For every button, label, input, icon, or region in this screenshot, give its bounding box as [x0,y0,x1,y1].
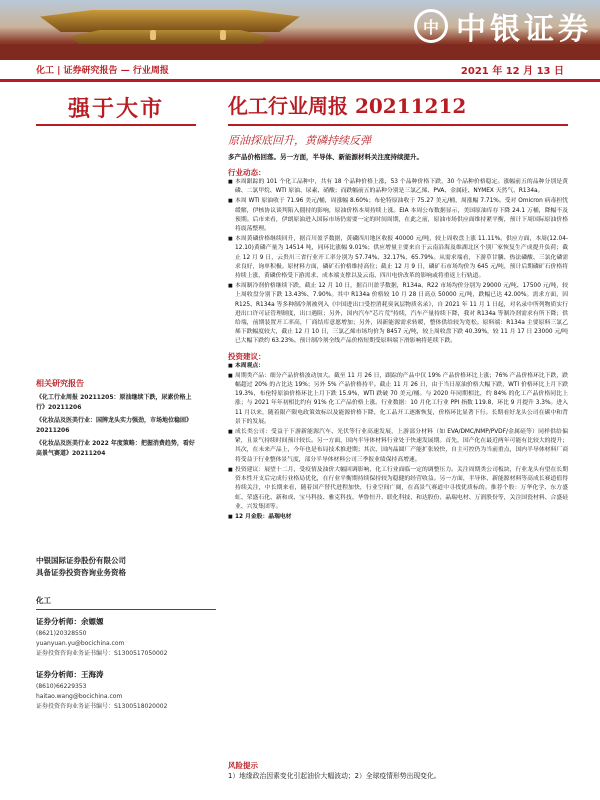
header-banner [0,0,600,60]
company-name: 中银国际证券股份有限公司 [36,556,126,565]
highlights-body [228,178,568,347]
analyst-phone: (8610)66229353 [36,683,87,690]
analyst-card [36,616,216,659]
left-column [36,90,196,126]
company-qualification: 具备证券投资咨询业务资格 [36,568,126,577]
analyst-phone: (8621)20328550 [36,630,87,637]
analyst-cert: 证券投资咨询业务证书编号：S1300517050002 [36,650,168,657]
report-title: 化工行业周报 20211212 [228,90,568,126]
advice-heading: 投资建议： [228,351,266,361]
risk-text: 1）地缘政治因素变化引起油价大幅波动；2）全球疫情形势出现变化。 [228,772,441,780]
category-bar [0,60,600,82]
risk-heading: 风险提示 [228,761,258,770]
brand-logo [414,4,592,48]
report-date: 2021 年 12 月 13 日 [460,66,564,77]
advice-body [228,362,568,522]
lantern-icon [150,30,156,40]
bank-logo-icon: 中 [414,9,448,43]
related-report-item[interactable]: 《化妆品及医美行业：国牌龙头实力强劲，市场地位稳固》20211206 [36,417,193,434]
brand-name: 中银证券 [456,12,592,47]
main-content [228,90,568,523]
highlights-heading: 行业动态： [228,168,266,177]
related-report-item[interactable]: 《化妆品及医美行业 2022 年度策略：把握消费趋势，看好高景气赛道》20211204 [36,440,195,457]
analyst-email[interactable]: yuanyuan.yu@bocichina.com [36,640,125,647]
stock-pick: ■ 12 月金股：晶瑞电材 [228,513,568,522]
report-summary: 多产品价格回落。另一方面，半导体、新能源材料关注度持续提升。 [228,153,423,161]
analyst-cert: 证券投资咨询业务证书编号：S1300518020002 [36,703,168,710]
analyst-sector: 化工 [36,595,216,610]
related-report-item[interactable]: 《化工行业周报 20211205：原油继续下跌，尿素价格上行》20211206 [36,394,192,411]
rating-badge: 强于大市 [36,90,196,126]
highlight-paragraph: ■ 本周黄磷价格继续回升，据百川盈孚数据，黄磷四川地区收报 40000 元/吨，较上周收盘上涨 11.11%。供应方面，本周(12.04-12.10)黄磷产量为 14514 吨，同环比涨幅 9.01%；供应增量主要来自于云南沿海及维湖北区个别厂家恢复生产成提升负荷；截止 12 月 9 日，云贵川三省行业开工率分别为 57.74%、32.17%、65.79%。从需求端看，下游草甘膦、热法磷酸、三氯化磷需求良好，询单积极。原材料方面，磷矿石价格维持高位；截止 12 月 9 日，磷矿石市场均价为 645 元/吨，预计后期磷矿石价格将持续上涨，黄磷价格受下游需求、成本端支撑以及云南、四川电价改革的影响或将重返上行轨道。 [228,235,568,281]
analyst-email[interactable]: haitao.wang@bocichina.com [36,693,123,700]
report-subtitle: 原油探底回升，黄磷持续反弹 [228,134,371,147]
risk-section [228,760,568,782]
advice-paragraph: ■ 投资建议：展望十二月，受疫情及油价大幅回调影响，化工行业面临一定的调整压力。关注周期类公司板块，行业龙头有望在长期资本性开支后完成行业格局优化，在行业平衡期持续保持较为稳健的经营收益。另一方面，半导体、新能源材料等高成长赛道值得持续关注，中长期来看，随着国产替代进程加快，行业空间广阔，在高景气赛道中寻找优质标的。推荐个股：万华化学、东方盛虹、荣盛石化、新和成、宝马科技、雅克科技、华鲁恒升、联化科技、和达股份、晶瑞电材、万润股份等，关注国瓷材料、合盛硅业、兴发集团等。 [228,466,568,512]
lantern-icon [220,30,226,40]
related-reports [36,378,196,462]
analyst-name: 证券分析师：王海涛 [36,670,104,679]
highlight-paragraph: ■ 本周制冷剂价格继续下跌，截止 12 月 10 日，据百川盈孚数据，R134a、R22 市场均价分别为 29000 元/吨、17500 元/吨，较上周收盘分别下跌 13.43%、7.90%。其中 R134a 价格较 10 月 28 日高点 50000 元/吨，跌幅已达 42.00%。需求方面，因 R125、R134a 等多种制冷剂被列入《中国进出口受控消耗臭氧层物质名录》，自 2021 年 11 月 1 日起，对名录中所列物质实行进出口许可证管理制度，出口遇阻；另外，国内汽车"芯片荒"持续，汽车产量持续下降，我对 R134a 等制冷剂需求有所下降；供给端，前期装置开工率高，厂商结库意愿增加；另外，因新能源需求转暖，整体供给较为宽松。原料端：R134a 主要原料三氯乙烯下跌幅度较大，截止 12 月 10 日，三氯乙烯市场均价为 8457 元/吨，较上周收盘下跌 40.39%，较 11 月 17 日 23000 元/吨已大幅下跌约 63.23%。预计制冷剂全线产品价格短期受原料端下滑影响将延续下跌。 [228,282,568,346]
analyst-name: 证券分析师：余嫄嫄 [36,617,104,626]
analyst-card [36,669,216,712]
highlight-paragraph: ■ 本周 WTI 原油收于 71.96 美元/桶，周涨幅 8.60%；布伦特原油收于 75.27 美元/桶，周涨幅 7.71%。受对 Omicron 病毒担忧缓解，伊核协议谈判陷入僵持的影响，原油价格本周持续上涨。EIA 本周公布数据显示，美国原油库存下降 24.1 万桶，降幅不及预期。后市来看，伊朗原油进入国际市场仍需要一定的时间周期，在此之前，原油市场供应面维持紧平衡，预计下周国际原油价格将震荡整理。 [228,197,568,234]
highlight-paragraph: ■ 本周跟踪的 101 个化工品种中，共有 18 个品种价格上涨，53 个品种价格下跌，30 个品种价格稳定。涨幅前五的品种分别是黄磷、二氯甲烷、WTI 原油、尿素、硝酸；而跌幅前五的品种分别是三氯乙烯、PVA、金属硅、NYMEX 天然气、R134a。 [228,178,568,196]
company-info [36,555,216,579]
analyst-info [36,595,216,722]
palace-roof-image [40,10,300,32]
advice-subheading: ■ 本周观点： [228,362,568,371]
advice-paragraph: ■ 周期类产品：细分产品价格波动加大。截至 11 月 26 日，跟踪的产品中仅 19% 产品价格环比上涨；76% 产品价格环比下跌，跌幅超过 20% 的占比达 19%；另外 5% 产品价格持平。截止 11 月 26 日，由于当日原油价格大幅下跌，WTI 价格环比上月下跌 19.3%，布伦特原油价格环比上月下跌 15.9%，WTI 跌破 70 美元/桶。与 2020 年同期相比，约 84% 的化工产品价格同比上涨；与 2021 年年初相比约有 91% 化工产品价格上涨。行业数据：10 月化工行业 PPI 指数 119.8，环比 9 月提升 3.3%。进入 11 月以来，随着限产限电政策效标以及能源价格下降，化工品开工逐渐恢复，价格环比显著下行。长期看好龙头公司在碳中和背景下的发展。 [228,372,568,427]
report-category: 化工 | 证券研究报告 — 行业周报 [36,66,169,76]
advice-paragraph: ■ 成长类公司：受益于下游新能源汽车、光伏等行业高速发展，上游部分材料（如 EVA/DMC/NMP/PVDF/金属硅等）同样供给偏紧，且景气持续时间预计较长。另一方面，国内半导体材料行业处于快速发展期。首先，国产化在最近两年可能有比较大的提升；其次，在未来产品上，今年也是布局技术推进期；其次，国内晶圆厂产能扩张较快，自主可控仍为当前重点，国内半导体材料厂商将受益于行业整体景气度，部分半导体材料公司三季报业绩保持高增速。 [228,428,568,465]
related-reports-title: 相关研究报告 [36,379,84,388]
